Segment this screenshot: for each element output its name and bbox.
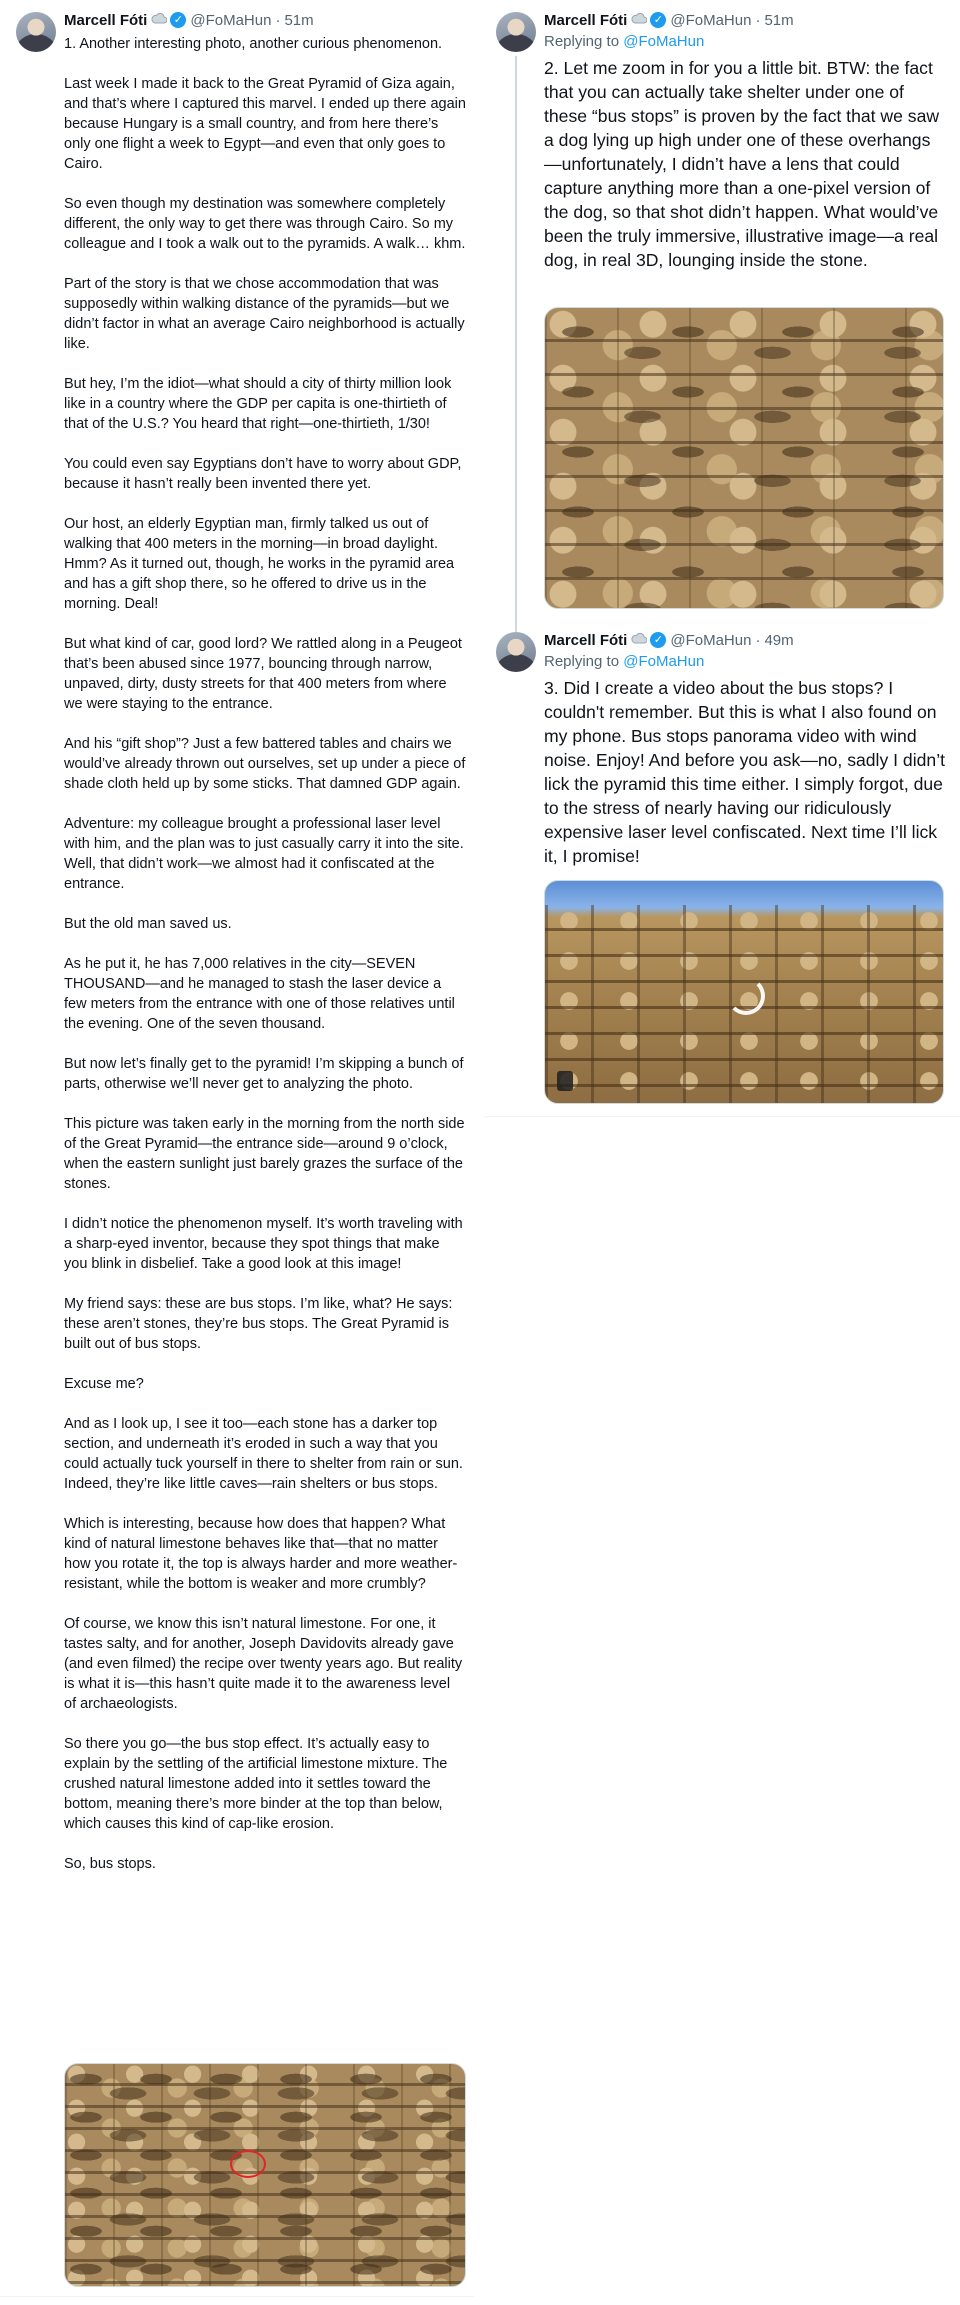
cloud-emoji-icon — [631, 11, 647, 29]
replying-to-handle[interactable]: @FoMaHun — [623, 33, 705, 50]
tweet-video-panorama[interactable] — [544, 880, 944, 1104]
paragraph: And his “gift shop”? Just a few battered tables and chairs we would’ve already thrown out ourselves, set up under a piece of shade cloth held up by some sticks. That damned GDP again. — [64, 736, 466, 792]
author-handle[interactable]: @FoMaHun — [670, 11, 752, 29]
tweet-text — [544, 56, 946, 272]
replying-to-label: Replying to — [544, 653, 620, 670]
paragraph: Last week I made it back to the Great Pyramid of Giza again, and that’s where I captured this marvel. I ended up there again because Hungary is a small country, and from here there’s only one flight a week to Egypt—and even that only goes to Cairo. — [64, 76, 466, 172]
cloud-emoji-icon — [151, 11, 167, 29]
paragraph: But hey, I’m the idiot—what should a city of thirty million look like in a country where the GDP per capita is one-thirtieth of that of the U.S.? You heard that right—one-thirtieth, 1/30! — [64, 376, 452, 432]
tweet-timestamp[interactable]: 51m — [764, 11, 794, 29]
author-handle[interactable]: @FoMaHun — [190, 11, 272, 29]
paragraph: Which is interesting, because how does that happen? What kind of natural limestone behaves like that—that no matter how you rotate it, the top is always harder and more weather-resistant, while the bottom is weaker and more crumbly? — [64, 1516, 458, 1592]
tweet-1[interactable] — [0, 0, 474, 2290]
author-avatar[interactable] — [496, 632, 536, 672]
paragraph: 2. Let me zoom in for you a little bit. BTW: the fact that you can actually take shelter under one of these “bus stops” is proven by the fact that we saw a dog lying up high under one of these overhangs—unfortunately, I didn’t have a lens that could capture anything more than a one-pixel version of the dog, so that shot didn’t happen. What would’ve been the truly immersive, illustrative image—a real dog, in real 3D, lounging inside the stone. — [544, 58, 940, 270]
tweet-divider — [0, 2296, 474, 2297]
paragraph: So even though my destination was somewhere completely different, the only way to get there was through Cairo. So my colleague and I took a walk out to the pyramids. A walk… khm. — [64, 196, 466, 252]
paragraph: Adventure: my colleague brought a professional laser level with him, and the plan was to just casually carry it into the site. Well, that didn’t work—we almost had it confiscated at the entrance. — [64, 816, 464, 892]
verified-badge-icon: ✓ — [650, 632, 666, 648]
separator-dot: · — [755, 631, 761, 649]
play-pause-icon[interactable] — [557, 1071, 573, 1091]
author-handle[interactable]: @FoMaHun — [670, 631, 752, 649]
paragraph: As he put it, he has 7,000 relatives in the city—SEVEN THOUSAND—and he managed to stash the laser device a few meters from the entrance with one of those relatives until the evening. One of the seven thousand. — [64, 956, 455, 1032]
tweet-photo-zoomed-stones[interactable] — [544, 307, 944, 609]
paragraph: You could even say Egyptians don’t have to worry about GDP, because it hasn’t really been invented there yet. — [64, 456, 462, 492]
tweet-timestamp[interactable]: 49m — [764, 631, 794, 649]
paragraph: 1. Another interesting photo, another curious phenomenon. — [64, 36, 443, 52]
separator-dot: · — [755, 11, 761, 29]
author-name[interactable]: Marcell Fóti — [544, 631, 628, 649]
author-name[interactable]: Marcell Fóti — [544, 11, 628, 29]
verified-badge-icon: ✓ — [650, 12, 666, 28]
paragraph: Our host, an elderly Egyptian man, firmly talked us out of walking that 400 meters in the morning—in broad daylight. Hmm? As it turned out, though, he works in the pyramid area and has a gift shop there, so he offered to drive us in the morning. Deal! — [64, 516, 455, 612]
author-name[interactable]: Marcell Fóti — [64, 11, 148, 29]
replying-to — [544, 653, 704, 670]
tweet-header — [544, 11, 794, 29]
paragraph: So there you go—the bus stop effect. It’s actually easy to explain by the settling of the artificial limestone mixture. The crushed natural limestone added into it settles toward the bottom, meaning there’s more binder at the top than below, which causes this kind of cap-like erosion. — [64, 1736, 448, 1832]
tweet-header — [64, 11, 314, 29]
paragraph: And as I look up, I see it too—each stone has a darker top section, and underneath it’s eroded in such a way that you could actually tuck yourself in there to shelter from rain or sun. Indeed, they’re like little caves—rain shelters or bus stops. — [64, 1416, 463, 1492]
paragraph: Part of the story is that we chose accommodation that was supposedly within walking distance of the pyramids—but we didn’t factor in what an average Cairo neighborhood is actually like. — [64, 276, 465, 352]
tweet-divider — [484, 1116, 960, 1117]
tweet-text — [544, 676, 946, 868]
paragraph: 3. Did I create a video about the bus stops? I couldn't remember. But this is what I also found on my phone. Bus stops panorama video with wind noise. Enjoy! And before you ask—no, sadly I didn’t lick the pyramid this time either. I simply forgot, due to the stress of nearly having our ridiculously expensive laser level confiscated. Next time I’ll lick it, I promise! — [544, 678, 945, 866]
highlight-circle — [230, 2150, 266, 2178]
tweet-photo-pyramid-stones[interactable] — [64, 2063, 466, 2287]
paragraph: My friend says: these are bus stops. I’m like, what? He says: these aren’t stones, they’re bus stops. The Great Pyramid is built out of bus stops. — [64, 1296, 453, 1352]
author-avatar[interactable] — [496, 12, 536, 52]
verified-badge-icon: ✓ — [170, 12, 186, 28]
loading-spinner-icon — [727, 977, 765, 1015]
left-column — [0, 0, 474, 2290]
replying-to — [544, 33, 704, 50]
paragraph: I didn’t notice the phenomenon myself. It’s worth traveling with a sharp-eyed inventor, because they spot things that make you blink in disbelief. Take a good look at this image! — [64, 1216, 463, 1272]
paragraph: Excuse me? — [64, 1376, 144, 1392]
paragraph: Of course, we know this isn’t natural limestone. For one, it tastes salty, and for another, Joseph Davidovits already gave (and even filmed) the recipe over twenty years ago. But reality is what it is—this hasn’t quite made it to the awareness level of archaeologists. — [64, 1616, 463, 1712]
cloud-emoji-icon — [631, 631, 647, 649]
paragraph: This picture was taken early in the morning from the north side of the Great Pyramid—the entrance side—around 9 o’clock, when the eastern sunlight just barely grazes the surface of the stones. — [64, 1116, 465, 1192]
author-avatar[interactable] — [16, 12, 56, 52]
tweet-text — [64, 34, 466, 1894]
paragraph: But the old man saved us. — [64, 916, 232, 932]
paragraph: But what kind of car, good lord? We rattled along in a Peugeot that’s been abused since 1977, bouncing through narrow, unpaved, dirty, dusty streets for that 400 meters from where we were staying to the entrance. — [64, 636, 462, 712]
separator-dot: · — [275, 11, 281, 29]
paragraph: But now let’s finally get to the pyramid! I’m skipping a bunch of parts, otherwise we’ll never get to analyzing the photo. — [64, 1056, 464, 1092]
thread-line — [515, 56, 517, 632]
replying-to-handle[interactable]: @FoMaHun — [623, 653, 705, 670]
paragraph: So, bus stops. — [64, 1856, 156, 1872]
replying-to-label: Replying to — [544, 33, 620, 50]
tweet-header — [544, 631, 794, 649]
tweet-timestamp[interactable]: 51m — [284, 11, 314, 29]
